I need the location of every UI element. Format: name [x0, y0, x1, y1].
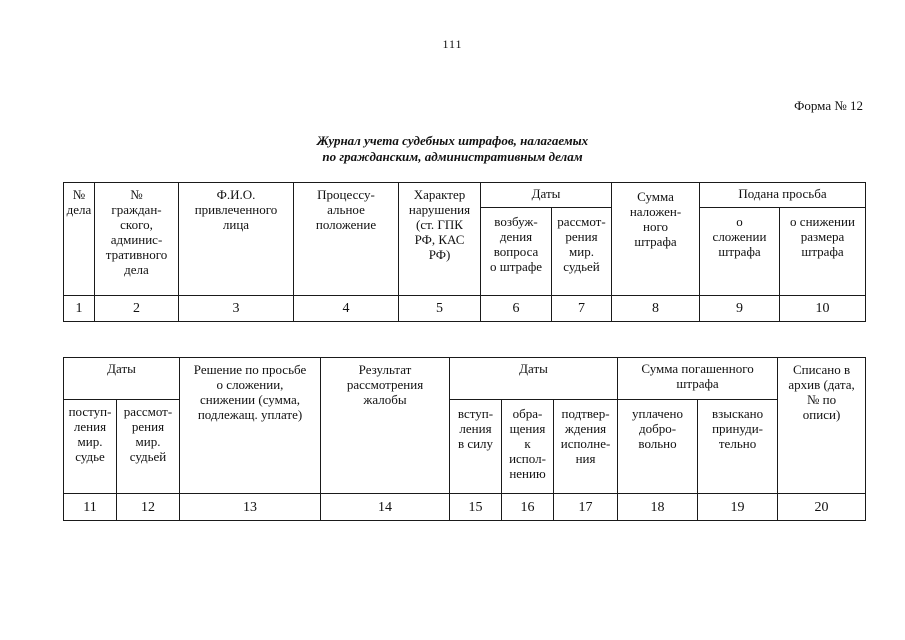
header-receipt-date: поступ- ления мир. судье — [64, 400, 117, 494]
header-person-full-name: Ф.И.О. привлеченного лица — [179, 183, 294, 296]
header-judge-review-date: рассмот- рения мир. судьей — [117, 400, 180, 494]
header-paid-voluntarily: уплачено добро- вольно — [618, 400, 698, 494]
header-appeal-result: Результат рассмотрения жалобы — [321, 358, 450, 494]
fines-journal-table-part-1 — [63, 182, 866, 322]
column-number: 15 — [450, 494, 502, 521]
header-group-dates: Даты — [481, 183, 612, 208]
column-number: 10 — [780, 296, 866, 322]
header-violation-type: Характер нарушения (ст. ГПК РФ, КАС РФ) — [399, 183, 481, 296]
document-title-line-2: по гражданским, административным делам — [322, 149, 583, 164]
fines-journal-table-part-2 — [63, 357, 866, 521]
header-case-number: № дела — [64, 183, 95, 296]
column-number: 16 — [502, 494, 554, 521]
column-number: 5 — [399, 296, 481, 322]
header-fine-question-date: возбуж- дения вопроса о штрафе — [481, 208, 552, 296]
column-number: 19 — [698, 494, 778, 521]
header-procedural-status: Процессу- альное положение — [294, 183, 399, 296]
header-enforcement-request: обра- щения к испол- нению — [502, 400, 554, 494]
header-entry-into-force: вступ- ления в силу — [450, 400, 502, 494]
header-request-decision: Решение по просьбе о сложении, снижении (сумма, подлежащ. уплате) — [180, 358, 321, 494]
column-number: 1 — [64, 296, 95, 322]
column-number: 12 — [117, 494, 180, 521]
form-label: Форма № 12 — [794, 98, 863, 113]
header-group-paid-amount: Сумма погашенного штрафа — [618, 358, 778, 400]
column-number: 20 — [778, 494, 866, 521]
column-number: 4 — [294, 296, 399, 322]
column-number: 13 — [180, 494, 321, 521]
header-collected-forcibly: взыскано принуди- тельно — [698, 400, 778, 494]
page-number: 111 — [442, 37, 463, 51]
column-number: 14 — [321, 494, 450, 521]
column-number: 17 — [554, 494, 618, 521]
column-number: 2 — [95, 296, 179, 322]
header-group-dates: Даты — [64, 358, 180, 400]
column-number: 8 — [612, 296, 700, 322]
header-civil-admin-case-number: № граждан- ского, админис- тративного дела — [95, 183, 179, 296]
document-title-line-1: Журнал учета судебных штрафов, налагаемых — [316, 133, 589, 148]
header-execution-confirmation: подтвер- ждения исполне- ния — [554, 400, 618, 494]
header-fine-amount: Сумма наложен- ного штрафа — [612, 183, 700, 296]
document-title — [0, 133, 905, 165]
header-judge-review-date: рассмот- рения мир. судьей — [552, 208, 612, 296]
header-group-dates-2: Даты — [450, 358, 618, 400]
column-number: 18 — [618, 494, 698, 521]
column-number: 7 — [552, 296, 612, 322]
header-fine-reduction: о снижении размера штрафа — [780, 208, 866, 296]
column-number: 6 — [481, 296, 552, 322]
header-fine-remission: о сложении штрафа — [700, 208, 780, 296]
header-group-request-filed: Подана просьба — [700, 183, 866, 208]
column-number: 9 — [700, 296, 780, 322]
column-number: 11 — [64, 494, 117, 521]
header-archived: Списано в архив (дата, № по описи) — [778, 358, 866, 494]
column-number: 3 — [179, 296, 294, 322]
